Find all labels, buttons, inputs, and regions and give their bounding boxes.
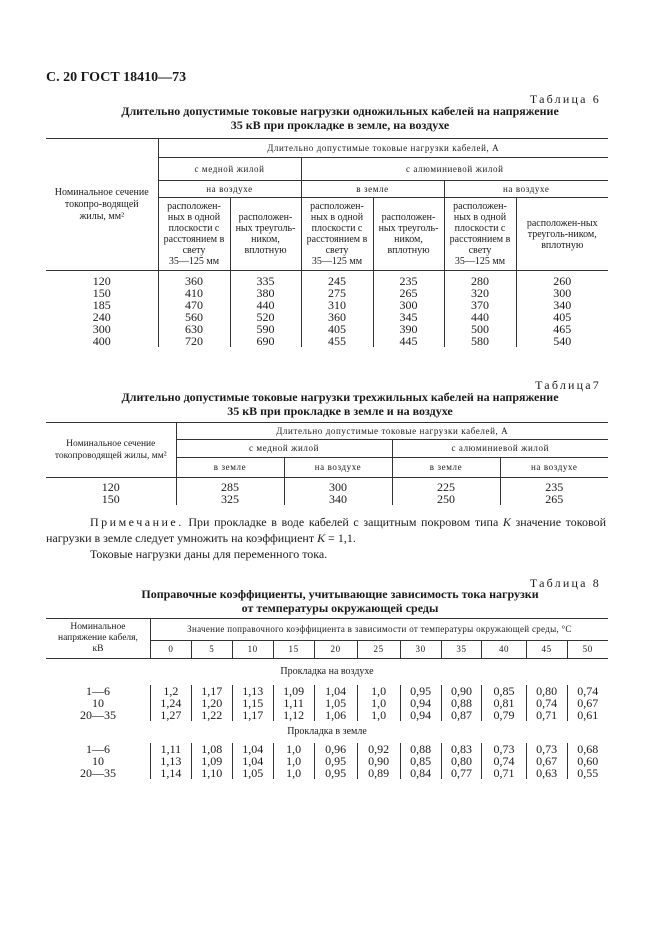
table-cell: 1,10 [191, 767, 232, 779]
table6-trefoil-cu: расположен-ных треуголь-ником, вплотную [230, 198, 301, 271]
table-cell: 1,0 [357, 709, 400, 721]
table-cell: 370 [444, 299, 516, 311]
table7-title-line2: 35 кВ при прокладке в земле и на воздухе [227, 404, 453, 418]
table-cell: 410 [158, 287, 230, 299]
table7-title-line1: Длительно допустимые токовые нагрузки трехжильных кабелей на напряжение [121, 390, 559, 404]
table-cell: 285 [176, 478, 284, 494]
table-cell: 0,71 [482, 767, 526, 779]
row-header-cell: 185 [92, 298, 111, 312]
table-cell: 300 [516, 287, 608, 299]
temperature-header-cell: 10 [232, 641, 273, 659]
temperature-header-cell: 50 [567, 641, 608, 659]
note-k2: К [317, 531, 326, 545]
table6-cu-air: на воздухе [158, 181, 301, 198]
table7-load-header: Длительно допустимые токовые нагрузки кабелей, А [176, 423, 608, 440]
table-cell: 1,15 [232, 697, 273, 709]
table7-cu-ground: в земле [176, 458, 284, 478]
table-cell: 720 [158, 335, 230, 347]
table-row [46, 767, 608, 779]
table-cell: 0,67 [567, 697, 608, 709]
table6-col-header [46, 139, 158, 271]
table-cell: 455 [301, 335, 373, 347]
table7-label: Таблица7 [535, 378, 601, 392]
table-cell: 250 [392, 493, 500, 505]
table-cell: 1,06 [314, 709, 357, 721]
table-row [46, 755, 608, 767]
note-line1-end: значение токовой [515, 515, 606, 529]
table-cell: 245 [301, 271, 373, 288]
table-cell: 0,85 [482, 685, 526, 697]
table8-title [60, 587, 620, 615]
table-cell: 0,81 [482, 697, 526, 709]
table-cell: 265 [373, 287, 444, 299]
table-cell: 0,71 [526, 709, 567, 721]
row-header-cell: 240 [92, 310, 111, 324]
table-cell: 390 [373, 323, 444, 335]
table8 [46, 618, 608, 779]
table6-trefoil-al-air: расположен-ных треуголь-ником, вплотную [516, 198, 608, 271]
table-cell: 0,80 [441, 755, 482, 767]
table-cell: 1,12 [273, 709, 314, 721]
table-cell: 0,85 [400, 755, 441, 767]
table-row [46, 323, 608, 335]
table-row [46, 271, 608, 288]
temperature-header-cell: 40 [482, 641, 526, 659]
table-row [46, 743, 608, 755]
table-cell: 0,84 [400, 767, 441, 779]
row-header-cell: 1—6 [85, 683, 110, 698]
row-header-cell: 150 [101, 492, 120, 506]
note-line2: нагрузки в земле следует умножить на коэффициент [46, 531, 315, 545]
table6-flat-al-air [444, 198, 516, 271]
table6-al-air: на воздухе [444, 181, 608, 198]
temperature-header-cell: 20 [314, 641, 357, 659]
table-cell: 0,89 [357, 767, 400, 779]
table-cell: 0,90 [441, 685, 482, 697]
note-line2-end: = 1,1. [328, 531, 356, 545]
row-header-cell: 20—35 [79, 765, 116, 780]
table-cell: 445 [373, 335, 444, 347]
table-cell: 300 [284, 478, 392, 494]
table6-al-ground: в земле [301, 181, 444, 198]
table-cell: 0,87 [441, 709, 482, 721]
table-cell: 1,09 [273, 685, 314, 697]
table-cell: 405 [301, 323, 373, 335]
table-cell: 1,17 [191, 685, 232, 697]
table-cell: 360 [158, 271, 230, 288]
note-word: Примечание. [90, 515, 184, 529]
page-header: С. 20 ГОСТ 18410—73 [46, 70, 187, 85]
table-cell: 0,74 [567, 685, 608, 697]
temperature-header-cell: 0 [150, 641, 191, 659]
table-cell: 275 [301, 287, 373, 299]
table6-flat-cu [158, 198, 230, 271]
table-cell: 265 [500, 493, 608, 505]
table7-al-ground: в земле [392, 458, 500, 478]
table-cell: 0,61 [567, 709, 608, 721]
table-cell: 440 [230, 299, 301, 311]
table8-section-ground: Прокладка в земле [287, 726, 367, 737]
table-row [46, 697, 608, 709]
note-line1: При прокладке в воде кабелей с защитным покровом типа [188, 515, 499, 529]
table-cell: 1,04 [314, 685, 357, 697]
table-cell: 1,04 [232, 743, 273, 755]
table-cell: 1,05 [314, 697, 357, 709]
table-cell: 405 [516, 311, 608, 323]
table-cell: 280 [444, 271, 516, 288]
row-header-cell: 400 [92, 334, 111, 348]
table6 [46, 138, 608, 347]
table7-aluminium: с алюминиевой жилой [392, 440, 608, 458]
table-row [46, 493, 608, 505]
table-cell: 1,14 [150, 767, 191, 779]
table8-title-line2: от температуры окружающей среды [241, 601, 439, 615]
table-cell: 260 [516, 271, 608, 288]
row-header-cell: 120 [92, 274, 111, 288]
table7-col-header [46, 423, 176, 478]
table-cell: 690 [230, 335, 301, 347]
table-cell: 335 [230, 271, 301, 288]
table6-col-header-text: Номинальное сечение токопро-водящей жилы, мм² [54, 186, 149, 222]
table-cell: 560 [158, 311, 230, 323]
table6-flat-text: расположен-ных в одной плоскости с расстоянием в свету [163, 201, 225, 256]
table6-load-header: Длительно допустимые токовые нагрузки кабелей, А [158, 139, 608, 158]
table-cell: 1,2 [150, 685, 191, 697]
table-cell: 235 [373, 271, 444, 288]
table7-col-header-text: Номинальное сечение токопроводящей жилы, мм² [54, 439, 167, 461]
table-cell: 0,67 [526, 755, 567, 767]
row-header-cell: 300 [92, 322, 111, 336]
note [46, 514, 606, 562]
row-header-cell: 20—35 [79, 707, 116, 722]
table-cell: 1,0 [273, 743, 314, 755]
table-cell: 0,77 [441, 767, 482, 779]
table8-title-line1: Поправочные коэффициенты, учитывающие зависимость тока нагрузки [141, 587, 539, 601]
table8-coef-header: Значение поправочного коэффициента в зависимости от температуры окружающей среды, °С [150, 619, 608, 641]
table-cell: 1,0 [357, 697, 400, 709]
table-cell: 0,74 [526, 697, 567, 709]
table6-flat-distance: 35—125 мм [454, 256, 506, 267]
table-cell: 500 [444, 323, 516, 335]
table-cell: 1,09 [191, 755, 232, 767]
table-cell: 1,27 [150, 709, 191, 721]
table-cell: 0,94 [400, 697, 441, 709]
table-cell: 1,0 [273, 767, 314, 779]
table-cell: 1,11 [273, 697, 314, 709]
table-cell: 1,20 [191, 697, 232, 709]
table6-label: Таблица 6 [529, 92, 601, 106]
table7-title [60, 390, 620, 418]
table7-al-air: на воздухе [500, 458, 608, 478]
table-cell: 540 [516, 335, 608, 347]
table6-flat-text: расположен-ных в одной плоскости с расстоянием в свету [449, 201, 511, 256]
table-cell: 465 [516, 323, 608, 335]
table8-col-header-text: Номинальное напряжение кабеля, кВ [58, 622, 138, 654]
table-cell: 0,73 [526, 743, 567, 755]
row-header-cell: 120 [101, 480, 120, 494]
table-cell: 340 [284, 493, 392, 505]
table8-section-air: Прокладка на воздухе [280, 666, 374, 678]
table-cell: 310 [301, 299, 373, 311]
table-row [46, 299, 608, 311]
table6-flat-text: расположен-ных в одной плоскости с расстоянием в свету [306, 201, 368, 256]
table-cell: 0,73 [482, 743, 526, 755]
table-cell: 1,04 [232, 755, 273, 767]
temperature-header-cell: 25 [357, 641, 400, 659]
temperature-header-cell: 35 [441, 641, 482, 659]
row-header-cell: 1—6 [85, 741, 110, 756]
table-cell: 0,88 [441, 697, 482, 709]
table6-title-line2: 35 кВ при прокладке в земле, на воздухе [230, 118, 450, 132]
table-cell: 590 [230, 323, 301, 335]
table-cell: 0,83 [441, 743, 482, 755]
table-cell: 1,05 [232, 767, 273, 779]
table-cell: 340 [516, 299, 608, 311]
table-cell: 1,11 [150, 743, 191, 755]
table6-aluminium: с алюминиевой жилой [301, 158, 608, 181]
table6-flat-distance: 35—125 мм [168, 256, 220, 267]
table-cell: 1,13 [232, 685, 273, 697]
table-row [46, 311, 608, 323]
table-cell: 0,88 [400, 743, 441, 755]
table-cell: 630 [158, 323, 230, 335]
temperature-header-cell: 5 [191, 641, 232, 659]
table6-flat-al-ground [301, 198, 373, 271]
table-cell: 380 [230, 287, 301, 299]
table-row [46, 709, 608, 721]
temperature-header-cell: 45 [526, 641, 567, 659]
table-cell: 0,92 [357, 743, 400, 755]
table-cell: 1,13 [150, 755, 191, 767]
table7-cu-air: на воздухе [284, 458, 392, 478]
table-row [46, 335, 608, 347]
table-cell: 0,94 [400, 709, 441, 721]
table-cell: 1,24 [150, 697, 191, 709]
row-header-cell: 150 [92, 286, 111, 300]
table8-col-header [46, 619, 150, 659]
table6-copper: с медной жилой [158, 158, 301, 181]
table6-title [60, 104, 620, 132]
table-cell: 1,0 [273, 755, 314, 767]
table-cell: 0,74 [482, 755, 526, 767]
table-cell: 520 [230, 311, 301, 323]
temperature-header-cell: 15 [273, 641, 314, 659]
table-cell: 345 [373, 311, 444, 323]
table6-flat-distance: 35—125 мм [311, 256, 363, 267]
table-cell: 1,08 [191, 743, 232, 755]
note-line3: Токовые нагрузки даны для переменного тока. [90, 547, 328, 561]
table-cell: 0,63 [526, 767, 567, 779]
table-cell: 235 [500, 478, 608, 494]
table-cell: 0,95 [314, 767, 357, 779]
table-cell: 225 [392, 478, 500, 494]
table-cell: 0,68 [567, 743, 608, 755]
table-cell: 0,95 [314, 755, 357, 767]
table-row [46, 287, 608, 299]
table-cell: 1,17 [232, 709, 273, 721]
temperature-header-cell: 30 [400, 641, 441, 659]
row-header-cell: 10 [91, 753, 104, 768]
table-cell: 0,96 [314, 743, 357, 755]
table-cell: 0,79 [482, 709, 526, 721]
table-cell: 300 [373, 299, 444, 311]
table-row [46, 478, 608, 494]
table-cell: 1,22 [191, 709, 232, 721]
table-cell: 320 [444, 287, 516, 299]
table6-trefoil-al-ground: расположен-ных треуголь-ником, вплотную [373, 198, 444, 271]
table-cell: 0,60 [567, 755, 608, 767]
table-cell: 1,0 [357, 685, 400, 697]
table-cell: 0,95 [400, 685, 441, 697]
table7 [46, 422, 608, 505]
table6-title-line1: Длительно допустимые токовые нагрузки одножильных кабелей на напряжение [121, 104, 559, 118]
table7-copper: с медной жилой [176, 440, 392, 458]
table-cell: 0,90 [357, 755, 400, 767]
table-cell: 325 [176, 493, 284, 505]
table-cell: 0,55 [567, 767, 608, 779]
note-k: К [502, 515, 511, 529]
table-row [46, 685, 608, 697]
table8-label: Таблица 8 [529, 576, 601, 590]
table-cell: 470 [158, 299, 230, 311]
table-cell: 0,80 [526, 685, 567, 697]
table-cell: 360 [301, 311, 373, 323]
table-cell: 440 [444, 311, 516, 323]
row-header-cell: 10 [91, 695, 104, 710]
table-cell: 580 [444, 335, 516, 347]
